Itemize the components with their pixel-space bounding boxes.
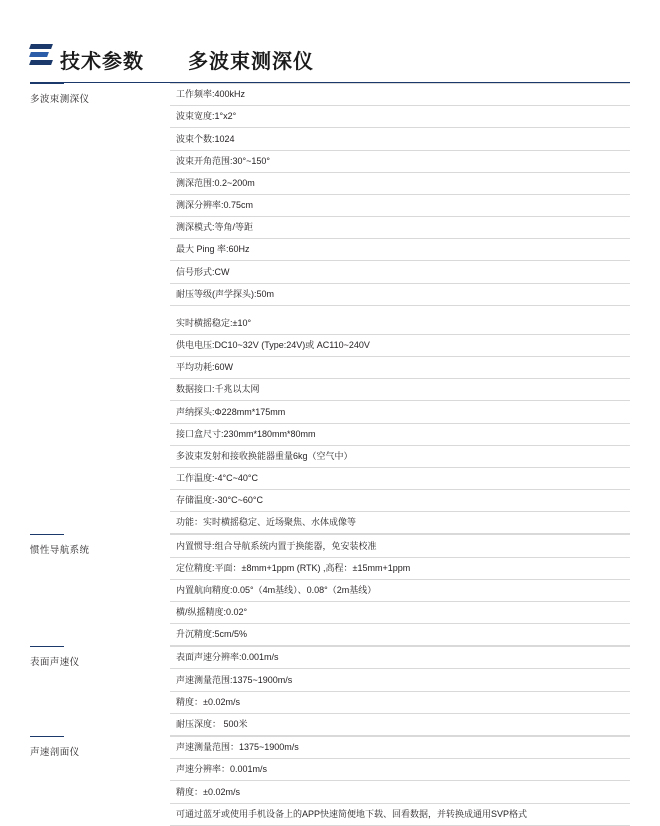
table-row bbox=[170, 736, 630, 758]
table-row bbox=[170, 401, 630, 423]
spec-table bbox=[30, 83, 630, 826]
table-row bbox=[170, 467, 630, 489]
table-row bbox=[170, 512, 630, 534]
table-row bbox=[170, 283, 630, 305]
table-row bbox=[170, 535, 630, 557]
spec-section bbox=[30, 534, 630, 646]
table-row bbox=[170, 128, 630, 150]
table-row bbox=[170, 379, 630, 401]
spec-section bbox=[30, 646, 630, 736]
spec-text: 表面声速分辨率:0.001m/s bbox=[170, 647, 630, 669]
spec-text: 多波束发射和接收换能器重量6kg（空气中） bbox=[170, 445, 630, 467]
spec-text: 声速测量范围:1375~1900m/s bbox=[170, 669, 630, 691]
table-row bbox=[170, 194, 630, 216]
spec-text: 定位精度:平面：±8mm+1ppm (RTK) ,高程：±15mm+1ppm bbox=[170, 557, 630, 579]
table-row bbox=[170, 647, 630, 669]
spec-rows-cell bbox=[170, 736, 630, 826]
spec-text: 接口盒尺寸:230mm*180mm*80mm bbox=[170, 423, 630, 445]
spec-text: 波束宽度:1°x2° bbox=[170, 106, 630, 128]
spec-text: 内置航向精度:0.05°（4m基线）、0.08°（2m基线） bbox=[170, 579, 630, 601]
category-rule bbox=[30, 534, 64, 535]
table-row bbox=[170, 713, 630, 735]
spec-rows-cell bbox=[170, 83, 630, 534]
spec-text: 测深分辨率:0.75cm bbox=[170, 194, 630, 216]
table-row bbox=[170, 557, 630, 579]
spec-text: 波束个数:1024 bbox=[170, 128, 630, 150]
spec-section bbox=[30, 736, 630, 826]
spec-text: 耐压等级(声学探头):50m bbox=[170, 283, 630, 305]
category-rule bbox=[30, 736, 64, 737]
table-row bbox=[170, 217, 630, 239]
spec-text: 精度：±0.02m/s bbox=[170, 781, 630, 803]
table-row bbox=[170, 334, 630, 356]
category-cell bbox=[30, 736, 170, 826]
spec-text: 横/纵摇精度:0.02° bbox=[170, 601, 630, 623]
table-row bbox=[170, 150, 630, 172]
spec-text: 功能：实时横摇稳定、近场聚焦、水体成像等 bbox=[170, 512, 630, 534]
spec-text: 存储温度:-30°C~60°C bbox=[170, 490, 630, 512]
table-row bbox=[170, 172, 630, 194]
spec-text: 内置惯导:组合导航系统内置于换能器，免安装校准 bbox=[170, 535, 630, 557]
table-row bbox=[170, 84, 630, 106]
spec-text: 升沉精度:5cm/5% bbox=[170, 624, 630, 646]
category-label: 声速剖面仪 bbox=[30, 746, 80, 758]
spec-section bbox=[30, 83, 630, 534]
spec-text: 精度：±0.02m/s bbox=[170, 691, 630, 713]
table-row bbox=[170, 313, 630, 335]
spec-text: 声速分辨率：0.001m/s bbox=[170, 759, 630, 781]
category-cell bbox=[30, 83, 170, 534]
table-row bbox=[170, 261, 630, 283]
row-spacer bbox=[170, 305, 630, 313]
spec-text: 工作频率:400kHz bbox=[170, 84, 630, 106]
table-row bbox=[170, 691, 630, 713]
spec-rows-cell bbox=[170, 534, 630, 646]
spec-text: 声速测量范围：1375~1900m/s bbox=[170, 736, 630, 758]
spec-text: 测深范围:0.2~200m bbox=[170, 172, 630, 194]
category-rule bbox=[30, 646, 64, 647]
table-row bbox=[170, 803, 630, 825]
table-row bbox=[170, 239, 630, 261]
spec-text: 工作温度:-4°C~40°C bbox=[170, 467, 630, 489]
table-row bbox=[170, 445, 630, 467]
category-label: 惯性导航系统 bbox=[30, 545, 90, 557]
spec-text: 供电电压:DC10~32V (Type:24V)或 AC110~240V bbox=[170, 334, 630, 356]
spec-text: 最大 Ping 率:60Hz bbox=[170, 239, 630, 261]
table-row bbox=[170, 601, 630, 623]
category-label: 多波束测深仪 bbox=[30, 94, 90, 105]
category-cell bbox=[30, 646, 170, 736]
spec-text: 平均功耗:60W bbox=[170, 357, 630, 379]
table-row bbox=[170, 579, 630, 601]
spec-text: 声纳探头:Φ228mm*175mm bbox=[170, 401, 630, 423]
category-rule bbox=[30, 83, 64, 84]
spec-text: 可通过蓝牙或使用手机设备上的APP快速简便地下载、回看数据，并转换成通用SVP格式 bbox=[170, 803, 630, 825]
page-title: 技术参数 bbox=[60, 51, 144, 73]
spec-text: 信号形式:CW bbox=[170, 261, 630, 283]
page-header bbox=[0, 0, 660, 73]
table-row bbox=[170, 781, 630, 803]
table-row bbox=[170, 624, 630, 646]
spec-text: 测深模式:等角/等距 bbox=[170, 217, 630, 239]
spec-text: 波束开角范围:30°~150° bbox=[170, 150, 630, 172]
table-row bbox=[170, 357, 630, 379]
category-label: 表面声速仪 bbox=[30, 657, 80, 669]
category-cell bbox=[30, 534, 170, 646]
spec-text: 数据接口:千兆以太网 bbox=[170, 379, 630, 401]
table-row bbox=[170, 106, 630, 128]
spec-rows-cell bbox=[170, 646, 630, 736]
table-row bbox=[170, 423, 630, 445]
table-row bbox=[170, 759, 630, 781]
spec-text: 实时横摇稳定:±10° bbox=[170, 313, 630, 335]
spec-text: 耐压深度： 500米 bbox=[170, 713, 630, 735]
table-row bbox=[170, 490, 630, 512]
stacked-bars-logo-icon bbox=[30, 42, 52, 70]
table-row bbox=[170, 669, 630, 691]
product-name: 多波束测深仪 bbox=[188, 51, 314, 73]
